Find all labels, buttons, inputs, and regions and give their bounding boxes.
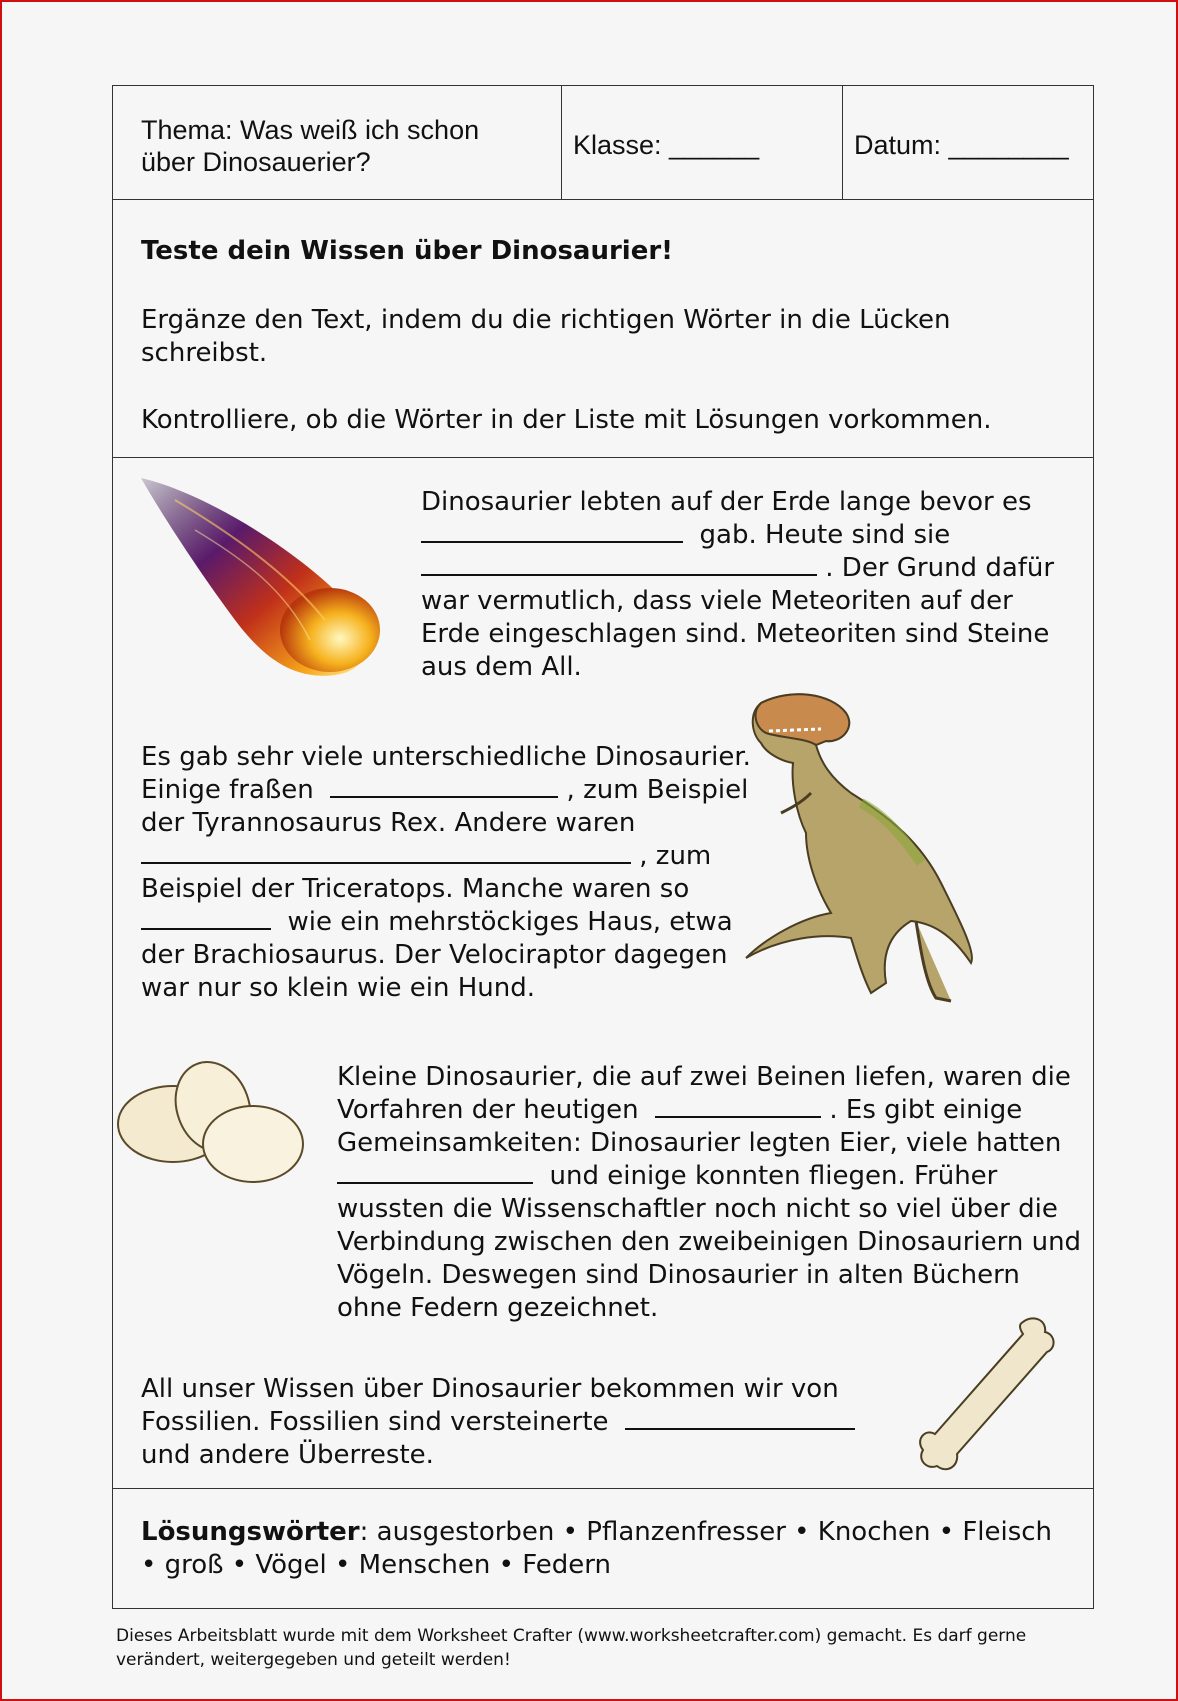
paragraph-birds: Kleine Dinosaurier, die auf zwei Beinen liefen, waren die Vorfahren der heutigen . Es gibt einige Gemeinsamkeiten: Dinosaurier legten Eier, viele hatten und einige konnten fliegen. Früher wussten die Wissenschaftler noch nicht so viel über die Verbindung zwischen den zweibeinigen Dinosauriern und Vögeln. Deswegen sind Dinosaurier in alten Büchern ohne Federn gezeichnet. (337, 1062, 1082, 1323)
worksheet (112, 85, 1094, 1609)
gap-6[interactable] (655, 1094, 821, 1118)
paragraph-species: Es gab sehr viele unterschiedliche Dinosaurier. Einige fraßen , zum Beispiel der Tyrannosaurus Rex. Andere waren , zum Beispiel der Triceratops. Manche waren so wie ein mehrstöckiges Haus, etwa der Brachiosaurus. Der Velociraptor dagegen war nur so klein wie ein Hund. (141, 742, 751, 1003)
gap-3[interactable] (330, 774, 558, 798)
eggs-icon (113, 1059, 313, 1189)
row-divider (113, 457, 1093, 458)
task-instruction: Ergänze den Text, indem du die richtigen Wörter in die Lücken schreibst. (141, 305, 951, 368)
gap-2[interactable] (421, 552, 817, 576)
gap-1[interactable] (421, 519, 683, 543)
bone-icon (915, 1314, 1065, 1474)
header-divider (842, 86, 843, 199)
solution-words: Lösungswörter: ausgestorben • Pflanzenfresser • Knochen • Fleisch • groß • Vögel • Menschen • Federn (141, 1517, 1053, 1580)
solutions-label: Lösungswörter (141, 1517, 360, 1547)
task-heading: Teste dein Wissen über Dinosaurier! (141, 236, 674, 266)
paragraph-fossils: All unser Wissen über Dinosaurier bekommen wir von Fossilien. Fossilien sind versteinerte und andere Überreste. (141, 1373, 855, 1472)
paragraph-meteors: Dinosaurier lebten auf der Erde lange bevor es gab. Heute sind sie . Der Grund dafür war vermutlich, dass viele Meteoriten auf der Erde eingeschlagen sind. Meteoriten sind Steine aus dem All. (421, 487, 1055, 682)
row-divider (113, 199, 1093, 200)
gap-4[interactable] (141, 840, 631, 864)
gap-7[interactable] (337, 1160, 533, 1184)
meteor-icon (135, 470, 385, 680)
date-field[interactable]: Datum: ________ (854, 130, 1069, 160)
tyrannosaurus-icon (721, 683, 1001, 1013)
class-field[interactable]: Klasse: ______ (573, 130, 760, 160)
gap-5[interactable] (141, 906, 271, 930)
topic-label: Thema: Was weiß ich schon über Dinosauerier? (141, 115, 480, 177)
footer-note: Dieses Arbeitsblatt wurde mit dem Worksheet Crafter (www.worksheetcrafter.com) gemacht. Es darf gerne verändert, weitergegeben und geteilt werden! (116, 1626, 1027, 1670)
row-divider (113, 1488, 1093, 1489)
header-divider (561, 86, 562, 199)
gap-8[interactable] (625, 1406, 855, 1430)
task-check: Kontrolliere, ob die Wörter in der Liste mit Lösungen vorkommen. (141, 405, 992, 435)
